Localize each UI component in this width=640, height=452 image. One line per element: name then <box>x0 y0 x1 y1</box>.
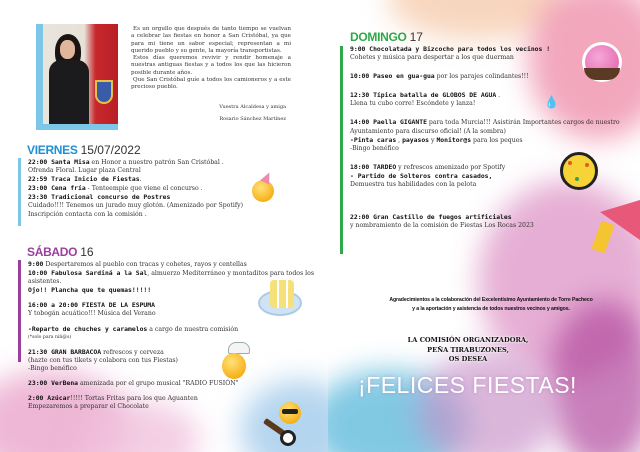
event-line: 14:00 Paella GIGANTE para toda Murcia!!! Asistirán Importantes cargos de nuestro Ayuntamiento para discurso oficial! (A la sombra) <box>350 118 620 135</box>
day-name: VIERNES <box>27 143 78 157</box>
event-line: 12:30 Típica batalla de GLOBOS DE AGUA . <box>350 91 501 100</box>
event-line: Ofrenda Floral. Lugar plaza Central <box>28 167 141 175</box>
body <box>49 60 89 124</box>
domingo-bar <box>340 46 343 254</box>
flag-shield-icon <box>95 80 113 104</box>
committee-line: PEÑA TIRABUZONES, <box>427 345 509 354</box>
event-line: -Bingo benéfico <box>28 364 77 372</box>
day-date: 17 <box>409 30 423 44</box>
event-line: 22:00 Gran Castillo de fuegos artificiales <box>350 213 512 222</box>
event-line: 23:30 Tradicional concurso de Postres <box>28 193 171 202</box>
event-line: Llena tu cubo corre! Escóndete y lanza! <box>350 100 476 108</box>
mayor-letter <box>131 26 291 92</box>
thanks-text <box>346 296 636 314</box>
mayor-photo <box>43 24 118 124</box>
sunglasses <box>282 409 298 414</box>
event-line: -Reparto de chuches y caramelos a cargo de nuestra comisión <box>28 324 239 333</box>
letter-paragraph: Es un orgullo que después de tanto tiempo se vuelvan a celebrar las fiestas en honor a San Cristóbal, ya que para mi tiene un sabor especial; representan a mi querido pueblo y su gente, la mayoría transportistas. <box>131 26 291 54</box>
party-emoji-icon <box>252 180 274 202</box>
sardines <box>270 280 294 308</box>
event-line: -Pinta caras , payasos y Monitor@s para los peques <box>350 135 523 144</box>
water-drops-icon: 💧 <box>544 95 559 109</box>
committee-line: OS DESEA <box>448 355 488 364</box>
event-line: 10:00 Paseo en gua-gua por los parajes colindantes!!! <box>350 72 529 81</box>
day-date: 16 <box>80 245 94 259</box>
committee-text <box>368 336 568 365</box>
letter-paragraph: Estos días queremos revivir y rendir homenaje a nuestras antiguas fiestas y a todos los que las hicieron posible durante años. <box>131 55 291 76</box>
event-line: Empezaremos a preparar el Chocolate <box>28 403 149 411</box>
sardine-plate-icon <box>258 290 302 316</box>
viernes-events <box>28 158 318 219</box>
event-line: 2:00 Azúcar!!!!! Tortas Fritas para los que Aguanten <box>28 394 198 403</box>
event-line: Inscripción contacta con la comisión . <box>28 210 147 218</box>
event-line: y nombramiento de la comisión de Fiestas Los Rocas 2023 <box>350 222 534 230</box>
event-line: Cohetes y música para despertar a los que duerman <box>350 54 514 62</box>
signature-line-2: Rosario Sánchez Martínez <box>219 116 286 122</box>
sabado-bar <box>18 260 21 362</box>
event-line: 21:30 GRAN BARBACOA refrescos y cerveza <box>28 347 164 356</box>
sunglasses-emoji-icon <box>279 402 301 424</box>
thanks-line: Agradecimientos a la colaboración del Excelentísimo Ayuntamiento de Torre Pacheco <box>389 297 593 303</box>
event-line: Cuidado!!!! Tenemos un jurado muy glotón. (Amenizado por Spotify) <box>28 202 244 210</box>
event-line: - Partido de Solteros contra casados, <box>350 171 493 180</box>
heart-eyes-emoji-frame <box>582 42 622 82</box>
event-line: 22:00 Santa Misa en Honor a nuestro patrón San Cristóbal . <box>28 158 224 166</box>
felices-fiestas-title: ¡FELICES FIESTAS! <box>358 372 577 398</box>
chef-emoji-icon <box>222 353 246 379</box>
day-name: SÁBADO <box>27 245 78 259</box>
day-name: DOMINGO <box>350 30 407 44</box>
signature-line-1: Vuestra Alcaldesa y amiga <box>219 104 286 110</box>
sabado-header <box>27 246 94 259</box>
viernes-bar <box>18 158 21 226</box>
event-line: 10:00 Fabulosa Sardiná a la Sal, almuerzo Mediterráneo y montaditos para todos los asistentes. <box>28 269 315 286</box>
event-line: 23:00 Cena fría - Tenteempie que viene el concurso . <box>28 184 203 193</box>
event-line: 9:00 Chocolatada y Bizcocho para todos los vecinos ! <box>350 45 551 53</box>
domingo-header <box>350 31 423 44</box>
paella-dot <box>575 177 579 181</box>
viernes-header <box>27 144 141 157</box>
committee-line: LA COMISIÓN ORGANIZADORA, <box>407 336 529 344</box>
event-line: 16:00 a 20:00 FIESTA DE LA ESPUMA <box>28 301 155 310</box>
event-line: (hazte con tus tikets y colabora con tus Fiestas) <box>28 356 178 364</box>
thanks-line: y a la aportación y asistencia de todos nuestros vecinos y amigos. <box>412 306 570 312</box>
event-line: Ojo!! Plancha que te quemas!!!!! <box>28 286 152 295</box>
paella-dot <box>568 161 572 165</box>
paella-dot <box>585 163 589 167</box>
event-line: 9:00 Despertaremos al pueblo con tracas y cohetes, rayos y centellas <box>28 260 247 268</box>
right-page <box>328 0 640 452</box>
paella-icon <box>560 152 598 190</box>
letter-paragraph: Que San Cristóbal guíe a todos los camioneros y a este precioso pueblo. <box>131 77 291 91</box>
event-line: -Bingo benéfico <box>350 144 399 152</box>
event-line: 22:59 Traca Inicio de Fiestas. <box>28 175 142 184</box>
face <box>60 40 75 59</box>
event-line: 23:00 VerBena amenizada por el grupo musical "RADIO FUSIÓN" <box>28 379 239 388</box>
day-date: 15/07/2022 <box>80 143 141 157</box>
event-line: Demuestra tus habilidades con la pelota <box>350 181 477 189</box>
event-line: 18:00 TARDEO y refrescos amenizado por Spotify <box>350 162 506 171</box>
event-line: Y tobogán acuático!!! Música del Verano <box>28 310 156 318</box>
event-line: (*solo para niñ@s) <box>28 334 72 340</box>
guitar-body-icon <box>280 430 296 446</box>
